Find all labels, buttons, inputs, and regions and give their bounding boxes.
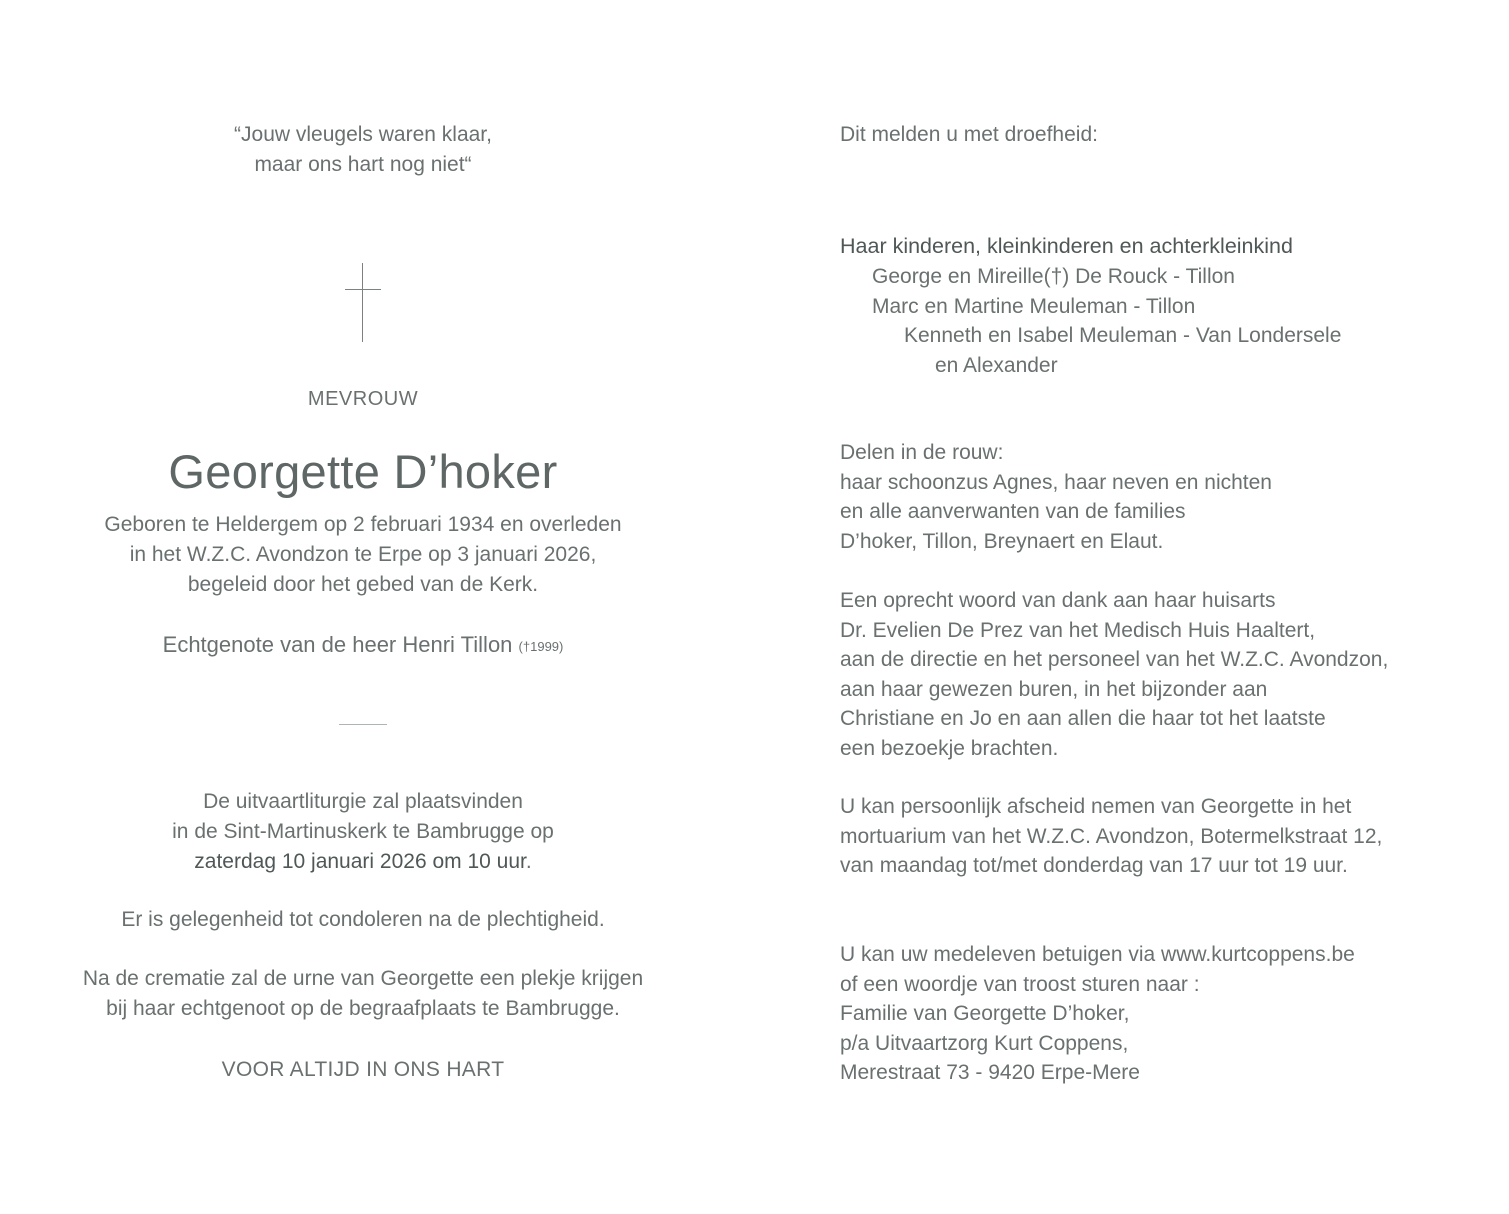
liturgy-date: zaterdag 10 januari 2026 om 10 uur: [194, 850, 526, 873]
thanks-line: een bezoekje brachten.: [840, 736, 1059, 760]
cremation-info: [0, 964, 726, 1024]
info-line: in het W.Z.C. Avondzon te Erpe op 3 januari 2026,: [129, 543, 597, 566]
cross-icon: [345, 263, 381, 342]
deceased-name: Georgette D’hoker: [168, 445, 558, 498]
thanks-line: Dr. Evelien De Prez van het Medisch Huis Haaltert,: [840, 618, 1316, 642]
liturgy-line: in de Sint-Martinuskerk te Bambrugge op: [172, 820, 554, 843]
divider: [339, 724, 387, 725]
honorific: MEVROUW: [307, 388, 419, 410]
condolence-contact-section: [840, 940, 1355, 1088]
contact-line: of een woordje van troost sturen naar :: [840, 972, 1200, 996]
info-line: begeleid door het gebed van de Kerk.: [187, 573, 539, 596]
contact-line: U kan uw medeleven betuigen via www.kurtcoppens.be: [840, 943, 1355, 966]
farewell-line: U kan persoonlijk afscheid nemen van Georgette in het: [840, 795, 1352, 818]
birth-death-info: [0, 510, 726, 600]
quote: [0, 120, 726, 180]
family-member: George en Mireille(†) De Rouck - Tillon: [872, 265, 1235, 288]
family-member: en Alexander: [935, 353, 1058, 377]
contact-line: Merestraat 73 - 9420 Erpe-Mere: [840, 1061, 1140, 1084]
spouse-death-year: (†1999): [518, 639, 564, 654]
thanks-line: aan de directie en het personeel van het W.Z.C. Avondzon,: [840, 648, 1389, 671]
thanks-line: aan haar gewezen buren, in het bijzonder aan: [840, 677, 1268, 701]
cremation-line: bij haar echtgenoot op de begraafplaats te Bambrugge.: [106, 997, 620, 1020]
farewell-line: van maandag tot/met donderdag van 17 uur tot 19 uur.: [840, 854, 1348, 877]
quote-line: maar ons hart nog niet“: [254, 153, 472, 176]
thanks-line: Christiane en Jo en aan allen die haar tot het laatste: [840, 707, 1326, 730]
condolence-info: Er is gelegenheid tot condoleren na de plechtigheid.: [121, 908, 605, 931]
quote-line: “Jouw vleugels waren klaar,: [234, 123, 492, 146]
spouse-text: Echtgenote van de heer Henri Tillon: [162, 632, 513, 657]
spouse-info: [0, 630, 726, 662]
mourners-line: haar schoonzus Agnes, haar neven en nichten: [840, 470, 1272, 494]
mourners-line: D’hoker, Tillon, Breynaert en Elaut.: [840, 529, 1164, 553]
liturgy-line: De uitvaartliturgie zal plaatsvinden: [203, 790, 523, 813]
family-list: [840, 262, 1341, 380]
contact-line: p/a Uitvaartzorg Kurt Coppens,: [840, 1031, 1129, 1055]
mourners-line: en alle aanverwanten van de families: [840, 500, 1186, 523]
liturgy-date-end: .: [525, 850, 532, 873]
family-member: Marc en Martine Meuleman - Tillon: [872, 294, 1196, 318]
announcement-intro: Dit melden u met droefheid:: [840, 123, 1098, 146]
liturgy-date-line: [0, 847, 726, 877]
family-heading: Haar kinderen, kleinkinderen en achterkleinkind: [840, 234, 1293, 258]
family-member: Kenneth en Isabel Meuleman - Van Londersele: [904, 324, 1342, 347]
closing-motto: VOOR ALTIJD IN ONS HART: [221, 1058, 505, 1081]
farewell-line: mortuarium van het W.Z.C. Avondzon, Botermelkstraat 12,: [840, 824, 1383, 848]
contact-line: Familie van Georgette D’hoker,: [840, 1002, 1130, 1025]
farewell-section: [840, 792, 1382, 881]
info-line: Geboren te Heldergem op 2 februari 1934 en overleden: [104, 513, 622, 536]
thanks-line: Een oprecht woord van dank aan haar huisarts: [840, 589, 1276, 612]
mourners-line: Delen in de rouw:: [840, 441, 1004, 464]
cremation-line: Na de crematie zal de urne van Georgette een plekje krijgen: [82, 967, 644, 990]
mourners-section: [840, 438, 1272, 556]
liturgy-info: [0, 787, 726, 877]
thanks-section: [840, 586, 1388, 763]
